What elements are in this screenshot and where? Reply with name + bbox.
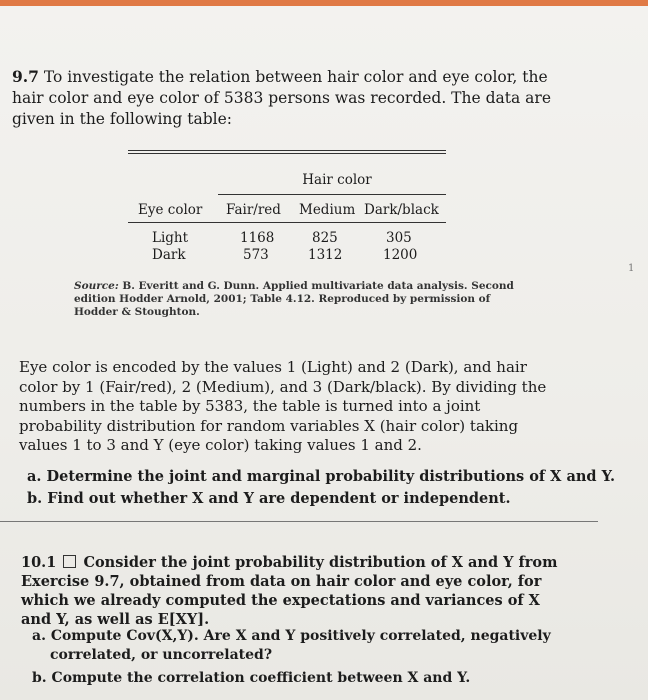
question-item xyxy=(27,466,616,488)
source-text: B. Everitt and G. Dunn. Applied multivariate data analysis. Second edition Hodder Arnold, 2001; Table 4.12. Reproduced by permission of Hodder & Stoughton. xyxy=(74,280,514,318)
problem-number-10-1: 10.1 xyxy=(21,554,57,571)
table-cell: 1168 xyxy=(240,230,275,246)
row-label: Light xyxy=(152,230,189,246)
question-item xyxy=(32,669,562,688)
question-letter: b. xyxy=(27,490,43,507)
group-header-rule xyxy=(218,194,446,195)
table-top-rule xyxy=(128,150,446,154)
question-text: Find out whether X and Y are dependent or independent. xyxy=(47,490,511,507)
questions-9-7 xyxy=(27,466,616,510)
problem-10-1-text: Consider the joint probability distribution of X and Y from Exercise 9.7, obtained from data on hair color and eye color, for which we already computed the expectations and variances of X and Y, as well as E[XY]. xyxy=(21,554,558,628)
encoding-paragraph: Eye color is encoded by the values 1 (Light) and 2 (Dark), and hair color by 1 (Fair/red), 2 (Medium), and 3 (Dark/black). By dividing the numbers in the table by 5383, the table is turned into a joint probability distribution for random variables X (hair color) taking values 1 to 3 and Y (eye color) taking values 1 and 2. xyxy=(19,358,547,454)
problem-9-7-intro xyxy=(12,66,572,130)
hair-eye-table xyxy=(128,150,446,263)
question-item xyxy=(27,488,567,510)
question-text: Compute the correlation coefficient between X and Y. xyxy=(51,670,471,686)
table-source-note xyxy=(74,280,524,319)
table-cell: 305 xyxy=(386,230,412,246)
problem-9-7-text: To investigate the relation between hair color and eye color, the hair color and eye color of 5383 persons was recorded. The data are given in the following table: xyxy=(12,68,551,128)
question-letter: a. xyxy=(27,468,42,485)
column-header: Fair/red xyxy=(226,202,281,218)
section-separator xyxy=(0,521,598,522)
row-label: Dark xyxy=(152,247,186,263)
question-text: Determine the joint and marginal probability distributions of X and Y. xyxy=(46,468,616,485)
margin-mark: 1 xyxy=(628,263,635,274)
column-header: Medium xyxy=(299,202,356,218)
question-text: Compute Cov(X,Y). Are X and Y positively correlated, negatively correlated, or uncorrelated? xyxy=(50,628,551,663)
questions-10-1 xyxy=(32,627,562,688)
problem-number-9-7: 9.7 xyxy=(12,67,39,86)
table-cell: 573 xyxy=(243,247,269,263)
column-header: Dark/black xyxy=(364,202,439,218)
question-letter: a. xyxy=(32,628,46,644)
checkbox-square-icon xyxy=(63,555,76,568)
problem-10-1 xyxy=(21,553,561,629)
row-header-eye-color: Eye color xyxy=(138,202,203,218)
table-group-header: Hair color xyxy=(302,172,372,188)
table-cell: 1200 xyxy=(383,247,418,263)
table-cell: 1312 xyxy=(308,247,343,263)
question-item xyxy=(32,627,562,665)
table-mid-rule xyxy=(128,222,446,223)
source-label: Source: xyxy=(74,280,119,292)
question-letter: b. xyxy=(32,670,47,686)
table-cell: 825 xyxy=(312,230,338,246)
